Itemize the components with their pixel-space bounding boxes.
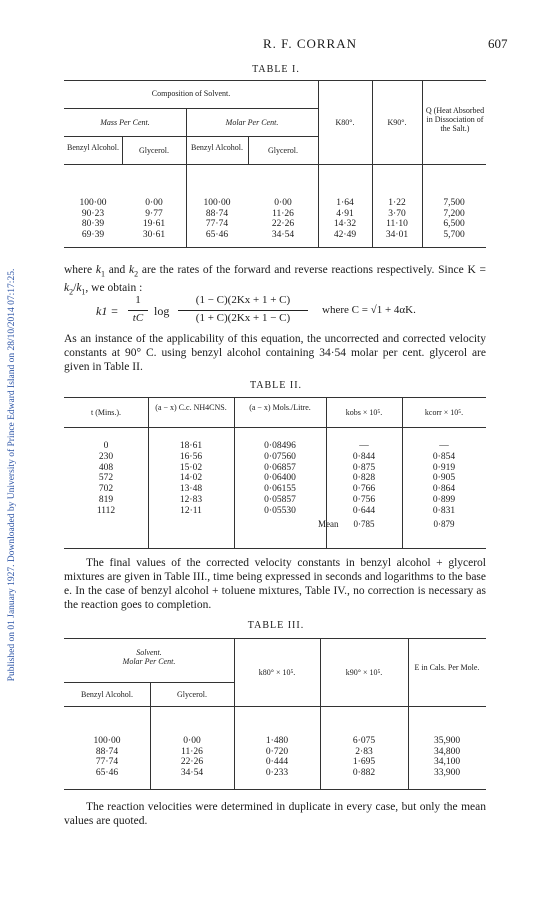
table3-cell-r0-c0: 100·00 <box>93 736 121 746</box>
table1-cell-r3-c3: 34·54 <box>271 229 295 240</box>
table1-cell-r2-c1: 19·61 <box>142 219 166 229</box>
table2-cell-r3-c1: 14·02 <box>179 473 203 484</box>
col-benzyl-mass: Benzyl Alcohol. <box>67 143 119 152</box>
table3-cell-r0-c4: 35,900 <box>433 736 461 746</box>
mass-percent-header: Mass Per Cent. <box>100 118 150 127</box>
table3-cell-r3-c0: 65·46 <box>95 767 119 778</box>
table1 <box>64 80 486 248</box>
col-glycerol-3: Glycerol. <box>177 690 207 699</box>
mean-kcorr: 0·879 <box>433 519 455 529</box>
table3-cell-r0-c1: 0·00 <box>183 736 201 746</box>
table1-cell-r2-c2: 77·74 <box>205 219 229 229</box>
table2-cell-r2-c4: 0·919 <box>432 462 456 473</box>
table1-cell-r1-c0: 90·23 <box>81 208 105 219</box>
table2-cell-r0-c1: 18·61 <box>179 441 203 451</box>
table2-cell-r0-c4: — <box>439 441 449 451</box>
table1-cell-r2-c4: 14·32 <box>333 219 357 229</box>
table3-cell-r1-c3: 2·83 <box>355 746 373 757</box>
table2-cell-r3-c0: 572 <box>98 473 114 484</box>
table1-cell-r1-c6: 7,200 <box>443 208 465 219</box>
table2-cell-r5-c4: 0·899 <box>432 495 456 505</box>
table2-cell-r0-c0: 0 <box>103 441 109 451</box>
table3-cell-r3-c1: 34·54 <box>180 767 204 778</box>
table2-cell-r3-c2: 0·06400 <box>264 473 296 484</box>
paragraph-rates: where $k_1$ and $k_2$ are the rates of the forward and reverse reactions respectively. Since $K = k_2/k_1$, we obtain : <box>64 264 486 297</box>
table3-cell-r0-c2: 1·480 <box>265 736 289 746</box>
table2-cell-r2-c3: 0·875 <box>352 462 376 473</box>
table2-cell-r1-c4: 0·854 <box>432 451 456 462</box>
running-header-author: R. F. CORRAN <box>262 36 358 51</box>
table2-cell-r6-c0: 1112 <box>96 505 116 516</box>
table3-cell-r3-c3: 0·882 <box>352 767 376 778</box>
table1-cell-r1-c3: 11·26 <box>272 208 294 219</box>
col-glycerol-mass: Glycerol. <box>139 146 169 155</box>
equation-where: where C = √1 + 4αK. <box>322 304 416 316</box>
page-number: 607 <box>488 36 508 51</box>
table1-cell-r0-c4: 1·64 <box>336 198 354 208</box>
table1-cell-r1-c2: 88·74 <box>205 208 229 219</box>
table2-cell-r1-c2: 0·07560 <box>264 451 296 462</box>
table2-cell-r4-c3: 0·766 <box>352 484 376 495</box>
table2-cell-r5-c1: 12·83 <box>179 495 203 505</box>
col-kcorr: kcorr × 10⁵. <box>424 408 464 417</box>
paragraph-instance: As an instance of the applicability of this equation, the uncorrected and corrected velocity constants at 90° C. using benzyl alcohol containing 34·54 molar per cent. glycerol are given in Table II. <box>64 333 486 373</box>
table2-cell-r0-c3: — <box>359 441 369 451</box>
table3-cell-r2-c0: 77·74 <box>95 757 119 767</box>
table2-cell-r5-c2: 0·05857 <box>264 495 296 505</box>
table1-cell-r2-c6: 6,500 <box>443 219 465 229</box>
table2-cell-r6-c3: 0·644 <box>352 505 376 516</box>
col-glycerol-molar: Glycerol. <box>268 146 298 155</box>
table3-cell-r2-c2: 0·444 <box>265 757 289 767</box>
download-notice: Published on 01 January 1927. Downloaded by University of Prince Edward Island on 28/10/2014 07:17:25. <box>7 268 17 682</box>
col-cc-nh4cns: (a − x) C.c. NH4CNS. <box>155 403 227 412</box>
table3-cell-r1-c1: 11·26 <box>181 746 203 757</box>
table1-cell-r0-c5: 1·22 <box>388 198 406 208</box>
table2-cell-r4-c1: 13·48 <box>179 484 203 495</box>
col-activation-energy: E in Cals. Per Mole. <box>414 663 480 672</box>
table1-cell-r0-c6: 7,500 <box>443 198 465 208</box>
table2-cell-r6-c4: 0·831 <box>432 505 456 516</box>
table2-cell-r1-c0: 230 <box>98 451 114 462</box>
table3-cell-r1-c2: 0·720 <box>265 746 289 757</box>
table2-cell-r6-c1: 12·11 <box>180 505 202 516</box>
table1-cell-r3-c6: 5,700 <box>443 229 465 240</box>
mean-label: Mean <box>318 519 339 529</box>
table1-cell-r0-c3: 0·00 <box>274 198 292 208</box>
col-kobs: kobs × 10⁵. <box>345 408 383 417</box>
table1-cell-r3-c2: 65·46 <box>205 229 229 240</box>
paragraph-duplicate: The reaction velocities were determined in duplicate in every case, but only the mean values are quoted. <box>64 801 486 827</box>
table2-cell-r1-c1: 16·56 <box>179 451 203 462</box>
table1-cell-r3-c1: 30·61 <box>142 229 166 240</box>
table2-cell-r4-c4: 0·864 <box>432 484 456 495</box>
col-heat-absorbed: Q (Heat Absorbed in Dissociation of the Salt.) <box>425 106 485 133</box>
table2-title: TABLE II. <box>249 380 303 391</box>
table2-cell-r5-c0: 819 <box>98 495 114 505</box>
col-k90-3: k90° × 10⁵. <box>345 668 383 677</box>
col-k80-3: k80° × 10⁵. <box>258 668 296 677</box>
table2-cell-r2-c1: 15·02 <box>179 462 203 473</box>
table1-cell-r0-c2: 100·00 <box>203 198 231 208</box>
paragraph-final-values: The final values of the corrected velocity constants in benzyl alcohol + glycerol mixtures are given in Table III., time being expressed in seconds and logarithms to the base e. In the case of benzyl alcohol + toluene mixtures, Table IV., no correction is necessary as the reaction goes to completion. <box>64 557 486 611</box>
col-mols-litre: (a − x) Mols./Litre. <box>249 403 311 412</box>
col-benzyl-molar: Benzyl Alcohol. <box>191 143 243 152</box>
equation <box>96 294 486 330</box>
table1-cell-r2-c0: 80·39 <box>81 219 105 229</box>
table1-title: TABLE I. <box>252 64 300 75</box>
col-k90: K90°. <box>387 118 407 127</box>
table3-cell-r2-c1: 22·26 <box>180 757 204 767</box>
table1-cell-r3-c4: 42·49 <box>333 229 357 240</box>
table1-cell-r0-c1: 0·00 <box>145 198 163 208</box>
table3-cell-r1-c4: 34,800 <box>433 746 461 757</box>
equation-lhs: k1 = <box>96 304 119 318</box>
table1-cell-r3-c0: 69·39 <box>81 229 105 240</box>
table1-cell-r0-c0: 100·00 <box>79 198 107 208</box>
table2-cell-r4-c2: 0·06155 <box>264 484 296 495</box>
molar-percent-header-3: Molar Per Cent. <box>122 657 176 666</box>
frac1-denominator: tC <box>132 312 144 324</box>
composition-header: Composition of Solvent. <box>151 89 231 98</box>
table3 <box>64 638 486 790</box>
table3-cell-r2-c3: 1·695 <box>352 757 376 767</box>
table2 <box>64 397 486 549</box>
frac2-numerator: (1 − C)(2Kx + 1 + C) <box>195 294 291 306</box>
table2-cell-r3-c3: 0·828 <box>352 473 376 484</box>
table3-title: TABLE III. <box>247 620 305 631</box>
col-benzyl-alcohol: Benzyl Alcohol. <box>81 690 133 699</box>
table3-cell-r3-c4: 33,900 <box>433 767 461 778</box>
table2-cell-r2-c0: 408 <box>98 462 114 473</box>
frac1-numerator: 1 <box>135 294 141 306</box>
molar-percent-header: Molar Per Cent. <box>225 118 279 127</box>
table3-cell-r0-c3: 6·075 <box>352 736 376 746</box>
table1-cell-r1-c1: 9·77 <box>145 208 163 219</box>
table2-cell-r3-c4: 0·905 <box>432 473 456 484</box>
table2-cell-r0-c2: 0·08496 <box>264 441 296 451</box>
table1-cell-r1-c4: 4·91 <box>336 208 354 219</box>
table2-cell-r5-c3: 0·756 <box>352 495 376 505</box>
col-k80: K80°. <box>335 118 355 127</box>
table2-cell-r6-c2: 0·05530 <box>264 505 296 516</box>
log-operator: log <box>154 304 170 318</box>
table1-cell-r2-c3: 22·26 <box>271 219 295 229</box>
table1-cell-r2-c5: 11·10 <box>386 219 408 229</box>
table2-cell-r2-c2: 0·06857 <box>264 462 296 473</box>
table3-cell-r3-c2: 0·233 <box>265 767 289 778</box>
table3-cell-r2-c4: 34,100 <box>433 757 461 767</box>
table2-cell-r1-c3: 0·844 <box>352 451 376 462</box>
mean-kobs: 0·785 <box>353 519 375 529</box>
table1-cell-r1-c5: 3·70 <box>388 208 406 219</box>
col-time: t (Mins.). <box>91 408 121 417</box>
solvent-header: Solvent. <box>136 648 162 657</box>
table2-cell-r4-c0: 702 <box>98 484 114 495</box>
frac2-denominator: (1 + C)(2Kx + 1 − C) <box>195 312 291 324</box>
table3-cell-r1-c0: 88·74 <box>95 746 119 757</box>
table1-cell-r3-c5: 34·01 <box>385 229 409 240</box>
